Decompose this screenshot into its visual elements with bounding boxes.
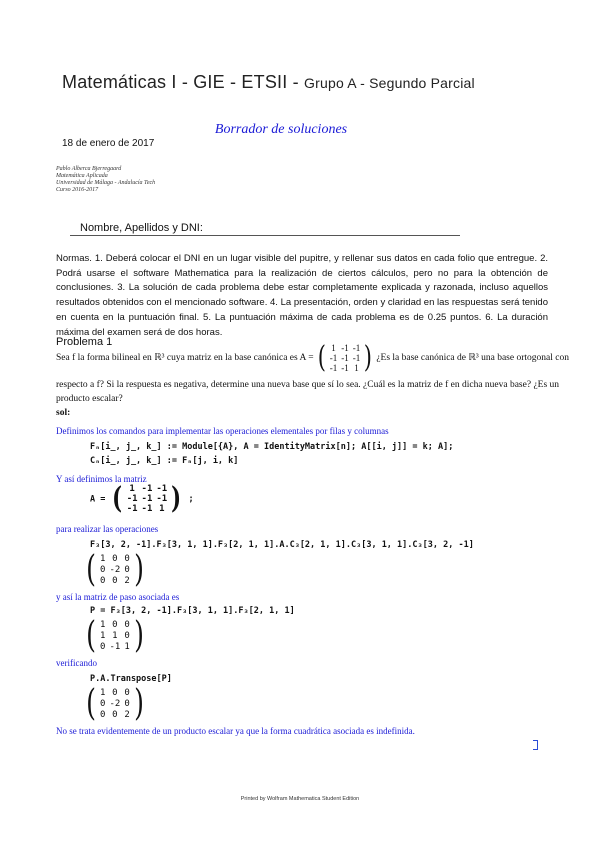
footer-note: Printed by Wolfram Mathematica Student Edition: [240, 796, 360, 802]
text-change-of-basis: y así la matriz de paso asociada es: [56, 592, 180, 602]
title-main: Matemáticas I - GIE - ETSII -: [62, 72, 305, 92]
matrix-a-inline: ( 1 -1 -1 -1 -1 -1 -1 -1 1 ): [317, 340, 373, 375]
name-field-line: [70, 235, 460, 236]
code-fn-definition: Fₙ[i_, j_, k_] := Module[{A}, A = IdentityMatrix[n]; A[[i, j]] = k; A];: [90, 442, 454, 452]
output-matrix-verified: ( 1 0 0 0 -2 0 0 0 2 ): [86, 683, 144, 724]
statement-line-3: producto escalar?: [56, 394, 123, 404]
solution-label: sol:: [56, 408, 71, 418]
author-university: Universidad de Málaga - Andalucía Tech: [56, 180, 156, 186]
draft-label: Borrador de soluciones: [214, 122, 348, 137]
author-dept: Matemática Aplicada: [56, 173, 108, 179]
text-define-commands: Definimos los comandos para implementar las operaciones elementales por filas y columnas: [56, 426, 389, 436]
document-title: [62, 72, 475, 93]
code-cn-definition: Cₙ[i_, j_, k_] := Fₙ[j, i, k]: [90, 456, 239, 466]
cell-bracket-icon: [533, 740, 538, 750]
exam-date: 18 de enero de 2017: [62, 138, 155, 149]
matrix-a-table: 1 -1 -1 -1 -1 -1 -1 -1 1: [329, 343, 361, 373]
title-sub: Grupo A - Segundo Parcial: [304, 75, 475, 91]
statement-part-b: ¿Es la base canónica de ℝ³ una base ortogonal con: [376, 353, 569, 364]
code-matrix-a: A = ( 1 -1 -1 -1 -1 -1 -1 -1 1 ) ;: [90, 481, 194, 516]
code-matrix-p: P = F₃[3, 2, -1].F₃[3, 1, 1].F₃[2, 1, 1]: [90, 606, 295, 616]
output-matrix-diagonal: ( 1 0 0 0 -2 0 0 0 2 ): [86, 549, 144, 590]
matrix-a-code: ( 1 -1 -1 -1 -1 -1 -1 -1 1 ): [112, 481, 182, 516]
text-verifying: verificando: [56, 658, 97, 668]
name-label: Nombre, Apellidos y DNI:: [80, 222, 203, 234]
output-matrix-p: ( 1 0 0 1 1 0 0 -1 1 ): [86, 615, 144, 656]
author-name: Pablo Alberca Bjerregaard: [56, 166, 122, 172]
author-block: [56, 166, 155, 194]
statement-line-2: respecto a f? Si la respuesta es negativa, determine una nueva base que sí lo sea. ¿Cuál es la matriz de f en dicha nueva base? ¿Es un: [56, 380, 560, 390]
problem-title: Problema 1: [56, 336, 113, 348]
text-define-matrix: Y así definimos la matriz: [56, 474, 147, 484]
text-perform-operations: para realizar las operaciones: [56, 524, 159, 534]
code-verification: P.A.Transpose[P]: [90, 674, 172, 684]
exam-rules: Normas. 1. Deberá colocar el DNI en un lugar visible del pupitre, y rellenar sus datos en cada folio que entregue. 2. Podrá usarse el software Mathematica para la realización de ciertos cálculos, pero no para la obtención de conclusiones. 3. La solución de cada problema debe estar completamente explicada y razonada, incluso aquellos resultados obtenidos con el mencionado software. 4. La presentación, orden y claridad en las respuestas será tenido en cuenta en la puntuación final. 5. La puntuación máxima de cada problema es de 0.25 puntos. 6. La duración máxima del examen será de dos horas.: [56, 253, 548, 338]
text-conclusion: No se trata evidentemente de un producto escalar ya que la forma cuadrática asociada es indefinida.: [56, 726, 415, 736]
author-course: Curso 2016-2017: [56, 187, 99, 193]
statement-part-a: Sea f la forma bilineal en ℝ³ cuya matriz en la base canónica es A =: [56, 353, 314, 364]
code-operations: F₃[3, 2, -1].F₃[3, 1, 1].F₃[2, 1, 1].A.C₃[2, 1, 1].C₃[3, 1, 1].C₃[3, 2, -1]: [90, 540, 474, 550]
